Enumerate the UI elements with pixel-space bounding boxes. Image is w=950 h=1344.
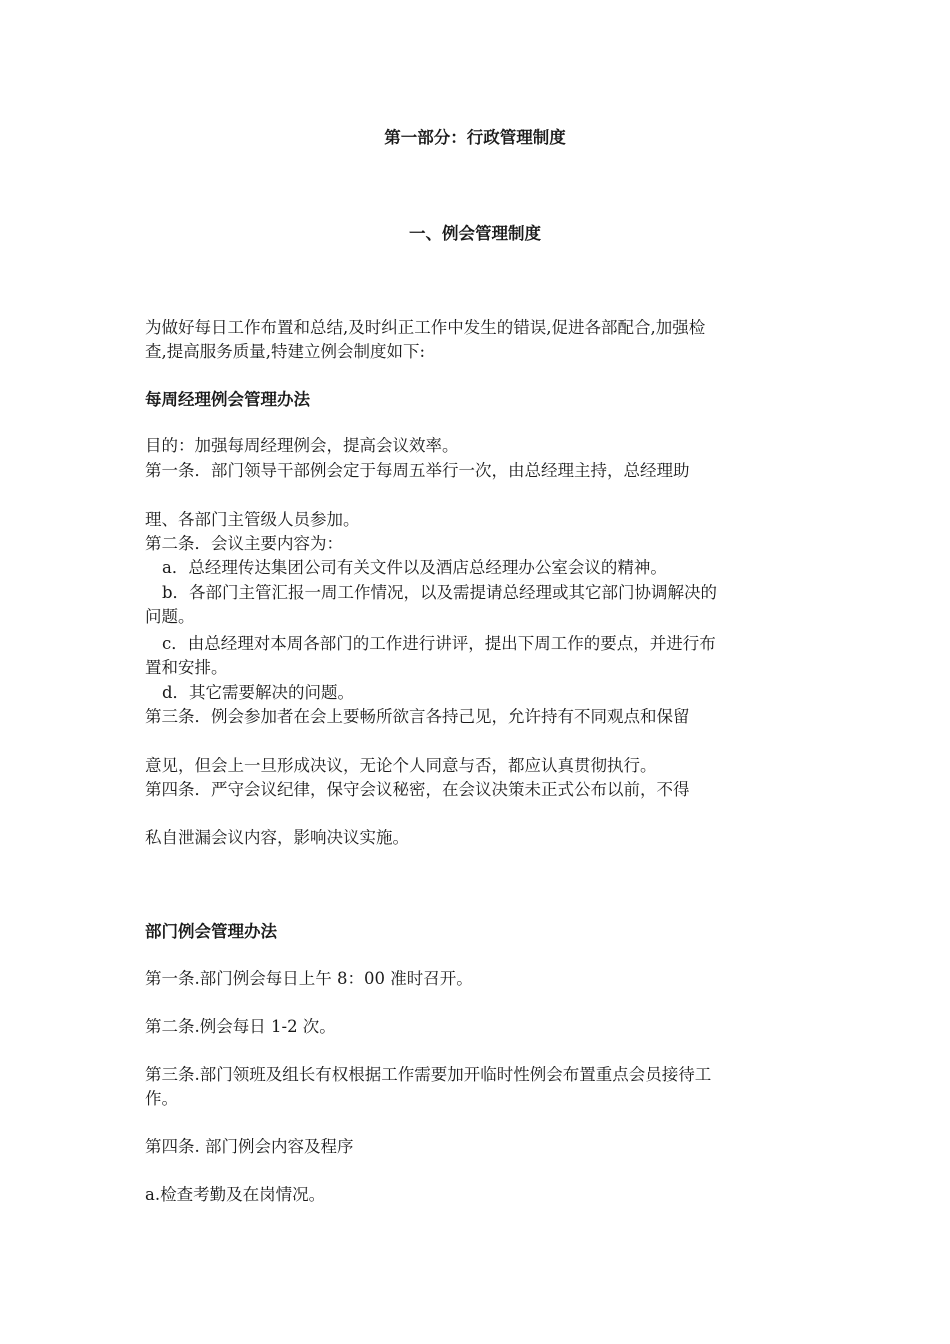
intro-paragraph-line-2: 查,提高服务质量,特建立例会制度如下: — [145, 342, 426, 361]
weekly-purpose: 目的：加强每周经理例会，提高会议效率。 — [145, 436, 459, 455]
weekly-article-4-line-1: 第四条．严守会议纪律，保守会议秘密，在会议决策未正式公布以前，不得 — [145, 780, 690, 799]
weekly-article-3-line-2: 意见，但会上一旦形成决议，无论个人同意与否，都应认真贯彻执行。 — [145, 756, 657, 775]
dept-article-1: 第一条.部门例会每日上午 8：00 准时召开。 — [145, 969, 473, 988]
dept-item-a: a.检查考勤及在岗情况。 — [145, 1185, 326, 1204]
weekly-item-d: d．其它需要解决的问题。 — [162, 683, 355, 702]
weekly-item-c-line-1: c．由总经理对本周各部门的工作进行讲评，提出下周工作的要点，并进行布 — [162, 634, 716, 653]
weekly-item-a: a．总经理传达集团公司有关文件以及酒店总经理办公室会议的精神。 — [162, 558, 667, 577]
dept-article-4: 第四条. 部门例会内容及程序 — [145, 1137, 354, 1156]
department-meeting-heading: 部门例会管理办法 — [145, 922, 277, 941]
part-title: 第一部分：行政管理制度 — [384, 128, 566, 147]
weekly-item-c-line-2: 置和安排。 — [145, 658, 228, 677]
weekly-item-b-line-1: b．各部门主管汇报一周工作情况，以及需提请总经理或其它部门协调解决的 — [162, 583, 718, 602]
dept-article-3-line-2: 作。 — [145, 1089, 178, 1108]
weekly-item-b-line-2: 问题。 — [145, 607, 195, 626]
weekly-meeting-heading: 每周经理例会管理办法 — [145, 390, 310, 409]
weekly-article-3-line-1: 第三条．例会参加者在会上要畅所欲言各持己见，允许持有不同观点和保留 — [145, 707, 690, 726]
dept-article-3-line-1: 第三条.部门领班及组长有权根据工作需要加开临时性例会布置重点会员接待工 — [145, 1065, 712, 1084]
dept-article-2: 第二条.例会每日 1-2 次。 — [145, 1017, 336, 1036]
weekly-article-4-line-2: 私自泄漏会议内容，影响决议实施。 — [145, 828, 409, 847]
weekly-article-2: 第二条．会议主要内容为： — [145, 534, 343, 553]
intro-paragraph-line-1: 为做好每日工作布置和总结,及时纠正工作中发生的错误,促进各部配合,加强检 — [145, 318, 706, 337]
weekly-article-1-line-1: 第一条．部门领导干部例会定于每周五举行一次，由总经理主持，总经理助 — [145, 461, 690, 480]
section-title: 一、例会管理制度 — [409, 224, 541, 243]
weekly-article-1-line-2: 理、各部门主管级人员参加。 — [145, 510, 360, 529]
